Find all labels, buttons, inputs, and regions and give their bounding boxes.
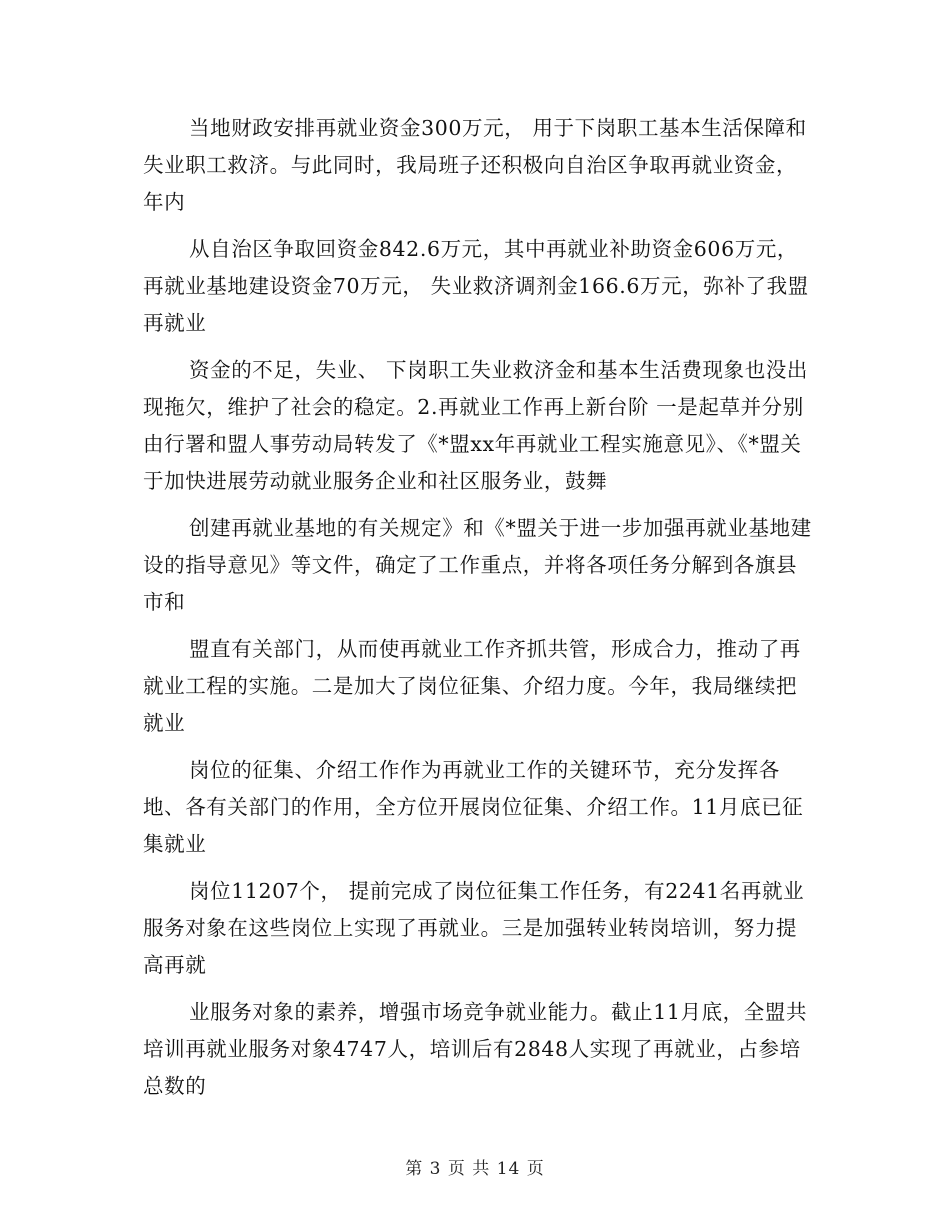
paragraph: 岗位11207个， 提前完成了岗位征集工作任务，有2241名再就业服务对象在这些岗位上实现了再就业。三是加强转业转岗培训，努力提高再就 [143, 879, 805, 977]
paragraph: 当地财政安排再就业资金300万元， 用于下岗职工基本生活保障和失业职工救济。与此同时，我局班子还积极向自治区争取再就业资金，年内 [143, 116, 807, 214]
paragraph: 业服务对象的素养，增强市场竞争就业能力。截止11月底，全盟共培训再就业服务对象4747人，培训后有2848人实现了再就业，占参培总数的 [143, 1000, 808, 1098]
paragraph: 岗位的征集、介绍工作作为再就业工作的关键环节，充分发挥各地、各有关部门的作用，全方位开展岗位征集、介绍工作。11月底已征集就业 [143, 758, 804, 856]
document-body [143, 110, 815, 1115]
paragraph: 创建再就业基地的有关规定》和《*盟关于进一步加强再就业基地建设的指导意见》等文件，确定了工作重点，并将各项任务分解到各旗县市和 [143, 516, 812, 614]
paragraph: 资金的不足，失业、 下岗职工失业救济金和基本生活费现象也没出现拖欠，维护了社会的稳定。2.再就业工作再上新台阶 一是起草并分别由行署和盟人事劳动局转发了《*盟xx年再就业工程实施意见》、《*盟关于加快进展劳动就业服务企业和社区服务业，鼓舞 [143, 358, 809, 493]
page-number-footer: 第 3 页 共 14 页 [405, 1159, 545, 1179]
paragraph: 从自治区争取回资金842.6万元，其中再就业补助资金606万元，再就业基地建设资金70万元， 失业救济调剂金166.6万元，弥补了我盟再就业 [143, 237, 809, 335]
paragraph: 盟直有关部门，从而使再就业工作齐抓共管，形成合力，推动了再就业工程的实施。二是加大了岗位征集、介绍力度。今年，我局继续把就业 [143, 637, 801, 735]
